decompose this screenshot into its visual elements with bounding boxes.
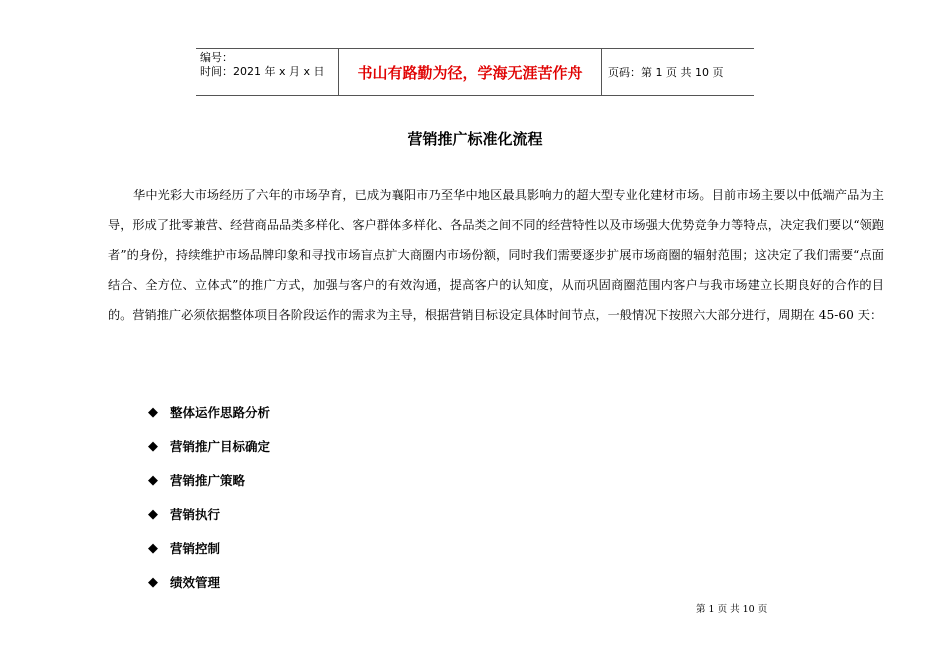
list-item-label: 绩效管理 [170,575,221,590]
list-item-label: 营销控制 [170,541,221,556]
diamond-bullet-icon: ◆ [148,574,158,590]
intro-paragraph: 华中光彩大市场经历了六年的市场孕育，已成为襄阳市乃至华中地区最具影响力的超大型专业化建材市场。目前市场主要以中低端产品为主导，形成了批零兼营、经营商品品类多样化、客户群体多样化、各品类之间不同的经营特性以及市场强大优势竞争力等特点，决定我们要以“领跑者”的身份，持续维护市场品牌印象和寻找市场盲点扩大商圈内市场份额，同时我们需要逐步扩展市场商圈的辐射范围；这决定了我们需要“点面结合、全方位、立体式”的推广方式，加强与客户的有效沟通，提高客户的认知度，从而巩固商圈范围内客户与我市场建立长期良好的合作的目的。营销推广必须依据整体项目各阶段运作的需求为主导，根据营销目标设定具体时间节点，一般情况下按照六大部分进行，周期在 45-60 天： [108,188,884,322]
document-title: 营销推广标准化流程 [407,130,543,148]
list-item [148,429,270,463]
header-divider [601,49,602,96]
list-item-label: 营销推广目标确定 [170,439,271,454]
list-item [148,395,270,429]
list-item [148,531,270,565]
header-meta [200,51,338,79]
time-label: 时间：2021 年 x 月 x 日 [200,65,325,78]
number-label: 编号： [200,51,233,64]
header-slogan: 书山有路勤为径，学海无涯苦作舟 [357,63,583,82]
diamond-bullet-icon: ◆ [148,506,158,522]
diamond-bullet-icon: ◆ [148,540,158,556]
header-page-info: 页码：第 1 页 共 10 页 [608,66,724,79]
process-list [148,395,270,599]
list-item [148,463,270,497]
list-item [148,565,270,599]
document-header [196,48,754,96]
list-item-label: 营销执行 [170,507,221,522]
list-item [148,497,270,531]
page-footer: 第 1 页 共 10 页 [696,604,768,615]
diamond-bullet-icon: ◆ [148,404,158,420]
list-item-label: 营销推广策略 [170,473,246,488]
diamond-bullet-icon: ◆ [148,438,158,454]
list-item-label: 整体运作思路分析 [170,405,271,420]
diamond-bullet-icon: ◆ [148,472,158,488]
